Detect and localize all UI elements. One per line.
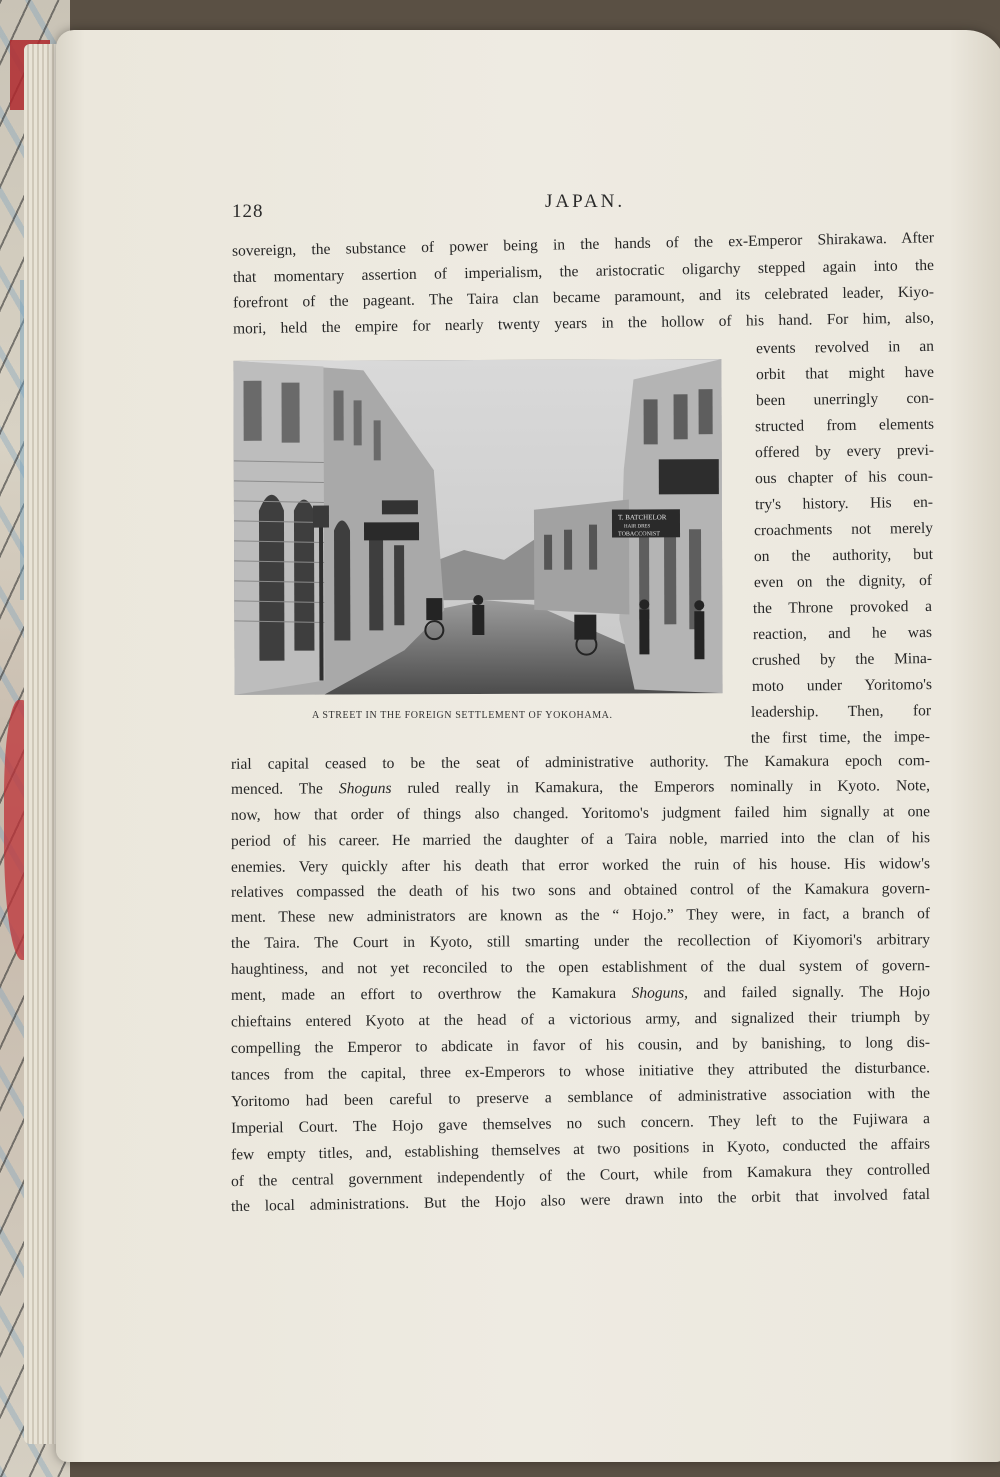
photo-caption: A STREET IN THE FOREIGN SETTLEMENT OF YOKOHAMA.: [312, 710, 613, 721]
text-line: even on the dignity, of: [753, 571, 933, 592]
text-line: structed from elements: [754, 415, 935, 436]
text-line: now, how that order of things also changed. Yoritomo's judgment failed him signally at one: [230, 803, 931, 824]
text-line: relatives compassed the death of his two sons and obtained control of the Kamakura govern-: [230, 880, 931, 901]
text-span: ment, made an effort to overthrow the Kamakura: [230, 984, 632, 1004]
text-line: period of his career. He married the daughter of a Taira noble, married into the clan of his: [230, 829, 931, 850]
text-emphasis: Shoguns: [338, 779, 392, 798]
text-line: tances from the capital, three ex-Emperors to whose initiative they attributed the disturbance.: [230, 1059, 931, 1084]
text-emphasis: Shoguns,: [631, 984, 689, 1002]
text-line: on the authority, but: [753, 545, 934, 566]
text-line: events revolved in an: [755, 337, 935, 358]
text-line: moto under Yoritomo's: [751, 676, 933, 695]
text-line: croachments not merely: [753, 519, 934, 540]
shop-sign-tobacconist: TOBACCONIST: [618, 531, 660, 538]
text-line: crushed by the Mina-: [751, 650, 933, 669]
text-line: mori, held the empire for nearly twenty years in the hollow of his hand. For him, also,: [232, 309, 935, 338]
text-line: of the central government independently of the Court, while from Kamakura they controlled: [230, 1160, 931, 1191]
text-line: haughtiness, and not yet reconciled to the open establishment of the dual system of govern-: [230, 957, 931, 978]
text-line: offered by every previ-: [754, 441, 935, 462]
text-line: sovereign, the substance of power being in the hands of the ex-Emperor Shirakawa. After: [231, 229, 935, 260]
page-number: 128: [232, 201, 264, 222]
text-line: [231, 983, 930, 1005]
street-photograph: [233, 359, 722, 695]
text-line: forefront of the pageant. The Taira clan became paramount, and its celebrated leader, Kiyo-: [232, 283, 935, 312]
running-head: JAPAN.: [545, 191, 626, 212]
text-line: the local administrations. But the Hojo also were drawn into the orbit that involved fatal: [230, 1185, 931, 1216]
text-line: compelling the Emperor to abdicate in favor of his cousin, and by banishing, to long dis-: [230, 1033, 931, 1058]
text-span: and failed signally. The Hojo: [687, 983, 931, 1002]
text-line: try's history. His en-: [754, 493, 934, 514]
text-line: the first time, the impe-: [750, 728, 931, 747]
text-line: ment. These new administrators are known as the “ Hojo.” They were, in fact, a branch of: [230, 905, 931, 926]
shop-sign-name: T. BATCHELOR: [617, 513, 667, 522]
text-line: been unerringly con-: [755, 389, 935, 410]
text-line: the Throne provoked a: [752, 597, 933, 618]
text-line: rial capital ceased to be the seat of administrative authority. The Kamakura epoch com-: [230, 752, 931, 773]
text-span: menced. The: [230, 780, 339, 798]
text-line: Imperial Court. The Hojo gave themselves no such concern. They left to the Fujiwara a: [230, 1110, 931, 1137]
text-line: the Taira. The Court in Kyoto, still smarting under the recollection of Kiyomori's arbitrary: [230, 931, 931, 952]
text-line: ous chapter of his coun-: [754, 467, 934, 488]
text-line: chieftains entered Kyoto at the head of a victorious army, and signalized their triumph by: [230, 1008, 931, 1031]
shop-sign-hair: HAIR DRES: [623, 524, 651, 530]
text-line: leadership. Then, for: [750, 702, 932, 721]
text-line: few empty titles, and, establishing themselves at two positions in Kyoto, conducted the affairs: [230, 1135, 931, 1164]
text-line: [231, 777, 930, 799]
text-span: ruled really in Kamakura, the Emperors nominally in Kyoto. Note,: [391, 777, 931, 797]
text-line: Yoritomo had been careful to preserve a semblance of administrative association with the: [230, 1084, 931, 1111]
text-line: reaction, and he was: [752, 623, 933, 644]
text-line: orbit that might have: [755, 363, 935, 384]
text-line: enemies. Very quickly after his death that error worked the ruin of his house. His widow's: [230, 855, 931, 876]
text-line: that momentary assertion of imperialism, the aristocratic oligarchy stepped again into the: [232, 256, 935, 287]
